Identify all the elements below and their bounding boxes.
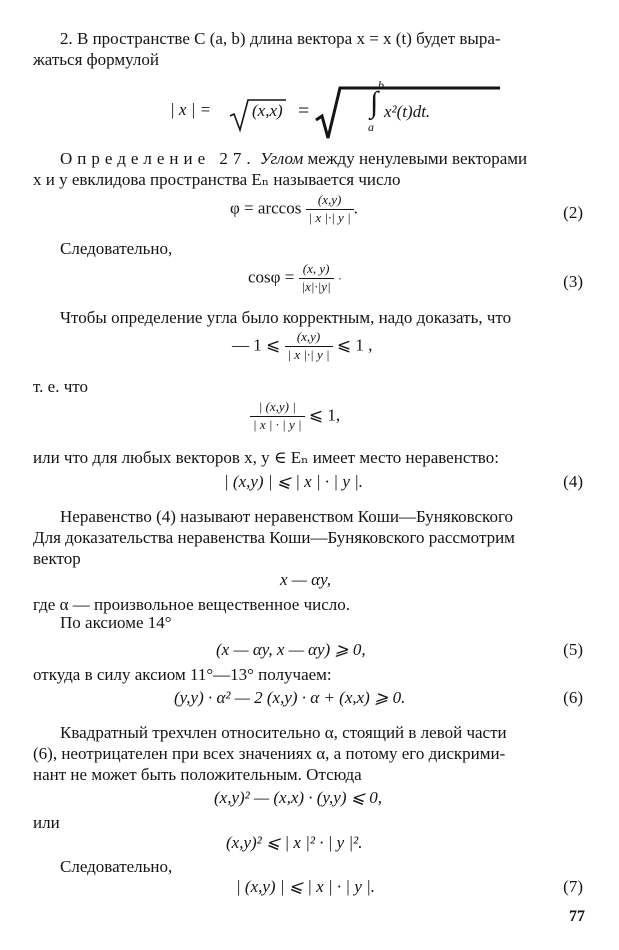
eq7-number: (7) bbox=[563, 877, 583, 896]
eq2-den: | x |·| y | bbox=[308, 209, 351, 225]
quadratic-line2: (6), неотрицателен при всех значениях α, а потому его дискрими- bbox=[33, 744, 506, 763]
ineq1-fraction bbox=[285, 330, 333, 363]
eq3-fraction bbox=[299, 262, 334, 295]
eq2-number: (2) bbox=[563, 203, 583, 222]
definition-label: Определение 27. bbox=[60, 149, 256, 168]
norm-lhs: | x | = bbox=[170, 100, 212, 119]
eq6-formula: (y,y) · α² — 2 (x,y) · α + (x,x) ⩾ 0. bbox=[174, 688, 406, 707]
eq6-number: (6) bbox=[563, 688, 583, 707]
eq3-den: |x|·|y| bbox=[301, 278, 331, 294]
ineq1-formula bbox=[232, 330, 372, 363]
ineq1-rhs: ⩽ 1 , bbox=[336, 335, 373, 355]
quadratic-line1: Квадратный трехчлен относительно α, стоящий в левой части bbox=[60, 723, 507, 742]
eq4-formula: | (x,y) | ⩽ | x | · | y |. bbox=[224, 472, 364, 491]
where-alpha: где α — произвольное вещественное число. bbox=[33, 595, 351, 614]
ineq2-den: | x | · | y | bbox=[253, 416, 302, 432]
item2-line1: 2. В пространстве C (a, b) длина вектора x = x (t) будет выра- bbox=[60, 29, 501, 48]
definition-term: Углом bbox=[259, 149, 304, 168]
that-is: т. е. что bbox=[33, 377, 88, 396]
ineq1-lhs: — 1 ⩽ bbox=[232, 335, 281, 355]
eq2-formula bbox=[230, 193, 358, 226]
ineq1-num: (x,y) bbox=[285, 330, 333, 347]
ineq2-formula bbox=[250, 400, 340, 433]
cauchy-line3: вектор bbox=[33, 549, 81, 568]
norm-inner: (x,x) bbox=[252, 101, 283, 120]
or-word: или bbox=[33, 813, 60, 832]
eq5-formula: (x — αy, x — αy) ⩾ 0, bbox=[216, 640, 366, 659]
integral-sign: ∫ bbox=[370, 86, 379, 119]
item2-line2: жаться формулой bbox=[33, 50, 159, 69]
eq4-number: (4) bbox=[563, 472, 583, 491]
eq3-formula bbox=[248, 262, 342, 295]
ineq2-fraction bbox=[250, 400, 305, 433]
definition-line2: x и y евклидова пространства Eₙ называется число bbox=[33, 170, 401, 189]
cauchy-line2: Для доказательства неравенства Коши—Буняковского рассмотрим bbox=[33, 528, 515, 547]
axiom-14: По аксиоме 14° bbox=[60, 613, 172, 632]
vector-expression: x — αy, bbox=[280, 570, 331, 589]
integrand: x²(t)dt. bbox=[384, 102, 431, 121]
eq3-number: (3) bbox=[563, 272, 583, 291]
eq5-number: (5) bbox=[563, 640, 583, 659]
definition-line1-rest: между ненулевыми векторами bbox=[307, 149, 528, 168]
eq3-tail: · bbox=[337, 271, 342, 286]
ineq2-rhs: ⩽ 1, bbox=[308, 405, 341, 425]
eq2-tail: . bbox=[353, 198, 358, 218]
discriminant-formula: (x,y)² — (x,x) · (y,y) ⩽ 0, bbox=[214, 788, 383, 807]
square-inequality: (x,y)² ⩽ | x |² · | y |². bbox=[226, 833, 363, 852]
quadratic-line3: нант не может быть положительным. Отсюда bbox=[33, 765, 362, 784]
cauchy-line1: Неравенство (4) называют неравенством Коши—Буняковского bbox=[60, 507, 514, 526]
eq2-lhs: φ = arccos bbox=[230, 198, 302, 218]
norm-eq: = bbox=[298, 100, 310, 122]
correctness-line: Чтобы определение угла было корректным, надо доказать, что bbox=[60, 308, 512, 327]
integral-upper: b bbox=[378, 78, 384, 92]
eq3-lhs: cosφ = bbox=[248, 267, 295, 287]
integral-lower: a bbox=[368, 120, 374, 134]
ineq2-num: | (x,y) | bbox=[250, 400, 305, 417]
definition-line1 bbox=[60, 148, 527, 170]
ineq1-den: | x |·| y | bbox=[287, 346, 330, 362]
whence-line: откуда в силу аксиом 11°—13° получаем: bbox=[33, 665, 332, 684]
eq2-fraction bbox=[306, 193, 354, 226]
eq3-num: (x, y) bbox=[299, 262, 334, 279]
consequently-2: Следовательно, bbox=[60, 857, 173, 876]
page-number: 77 bbox=[569, 908, 585, 925]
eq7-formula: | (x,y) | ⩽ | x | · | y |. bbox=[236, 877, 376, 896]
eq2-num: (x,y) bbox=[306, 193, 354, 210]
or-for-any-line: или что для любых векторов x, y ∈ Eₙ имеет место неравенство: bbox=[33, 448, 499, 467]
consequently-1: Следовательно, bbox=[60, 239, 173, 258]
